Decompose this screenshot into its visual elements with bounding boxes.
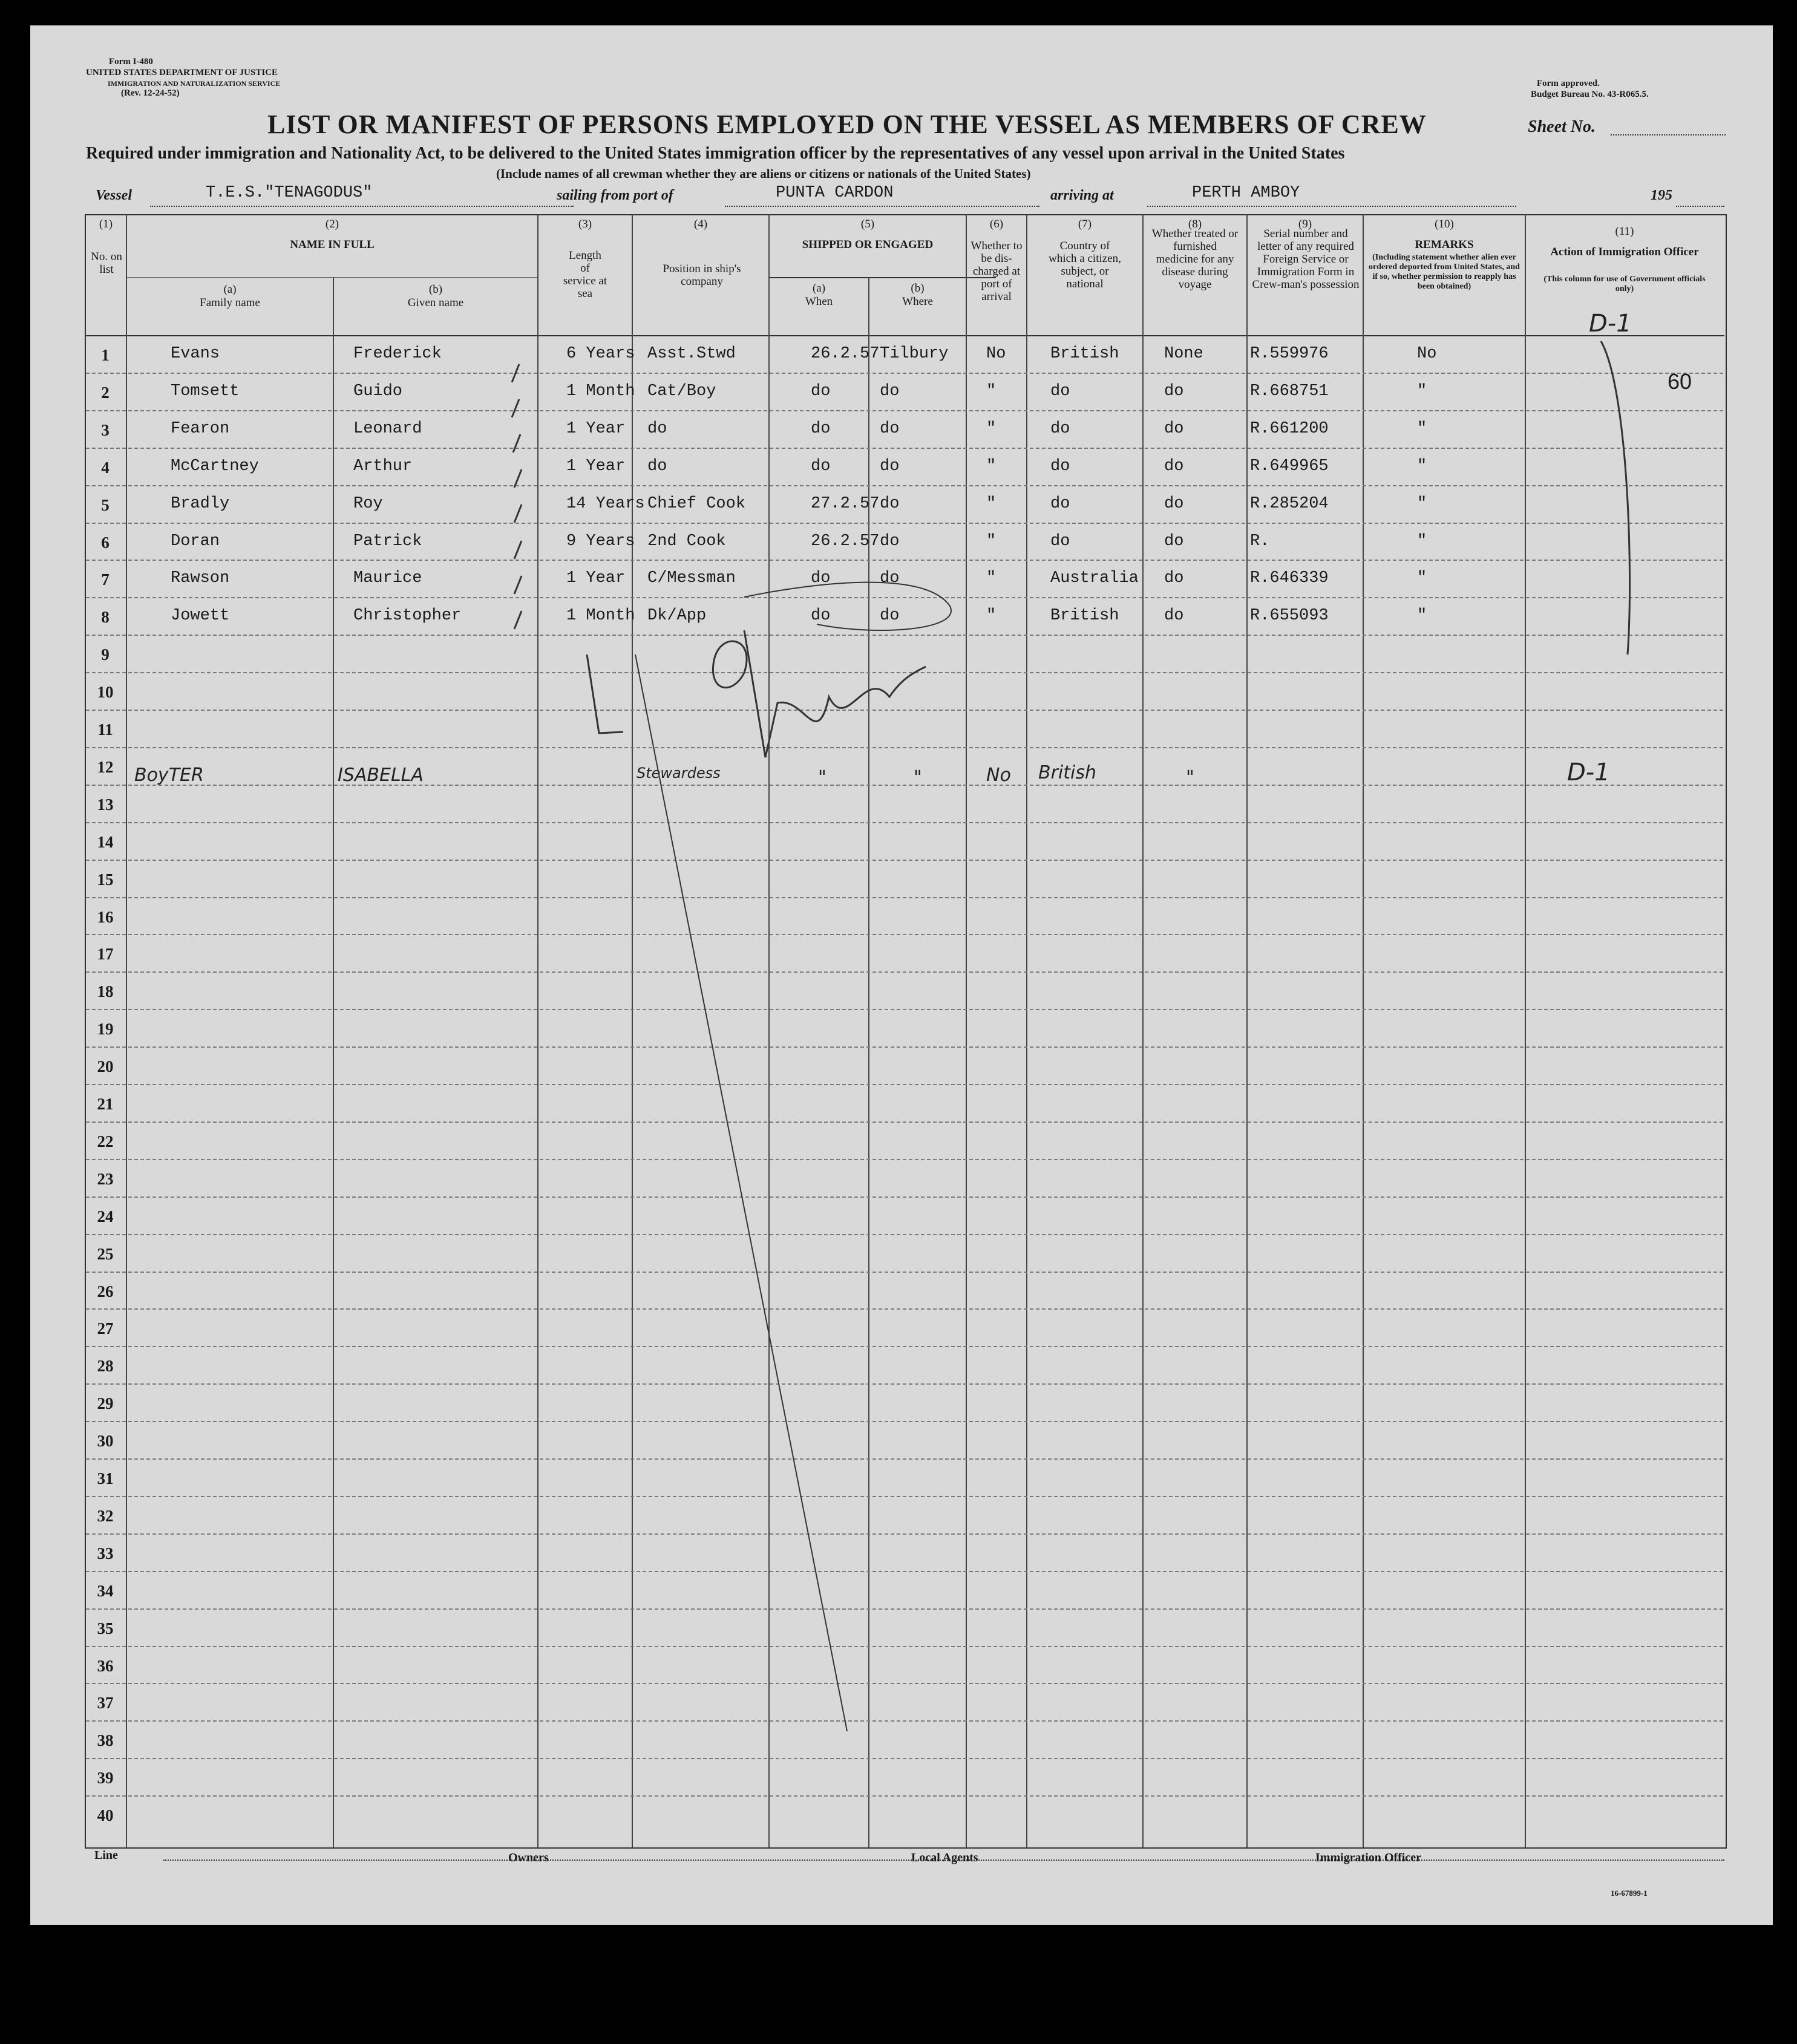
col10-header: REMARKS — [1415, 238, 1474, 251]
position-cell: Asst.Stwd — [647, 345, 736, 363]
signature-loop — [713, 641, 747, 688]
col5-header: SHIPPED OR ENGAGED — [802, 238, 934, 251]
vessel-name: T.E.S."TENAGODUS" — [206, 184, 373, 202]
remarks-cell: " — [1417, 569, 1427, 588]
col6-header: Whether to be dis-charged at port of arrival — [971, 240, 1023, 303]
country-cell: do — [1050, 419, 1070, 438]
family-name-cell: Doran — [171, 532, 220, 550]
service-cell: 9 Years — [566, 532, 635, 550]
row-number: 3 — [101, 420, 110, 439]
row-number: 18 — [97, 982, 114, 1001]
col2-number: (2) — [325, 218, 339, 230]
row-number: 10 — [97, 683, 114, 702]
row-number: 14 — [97, 832, 114, 851]
where-cell: do — [880, 382, 900, 400]
family-name-cell: McCartney — [171, 457, 259, 475]
given-name-cell: Maurice — [353, 569, 422, 588]
col4-number: (4) — [693, 218, 708, 230]
col7-number: (7) — [1078, 218, 1092, 230]
form-subtitle: Required under immigration and Nationality Act, to be delivered to the United States immigration officer by the representatives of any vessel upon arrival in the United States — [86, 144, 1345, 163]
row-number: 4 — [101, 458, 110, 477]
serial-cell: R.655093 — [1250, 607, 1329, 625]
given-name-cell: Roy — [353, 494, 383, 513]
row-number: 15 — [97, 870, 114, 889]
when-cell: do — [811, 382, 831, 400]
medicine-cell: do — [1164, 532, 1184, 550]
serial-cell: R.668751 — [1250, 382, 1329, 400]
given-name-cell: Christopher — [353, 607, 462, 625]
col8-header: Whether treated or furnished medicine for any disease during voyage — [1151, 227, 1239, 291]
row-number: 20 — [97, 1057, 114, 1076]
footer-officer: Immigration Officer — [1315, 1851, 1421, 1864]
form-title: LIST OR MANIFEST OF PERSONS EMPLOYED ON THE VESSEL AS MEMBERS OF CREW — [267, 109, 1427, 139]
position-cell: do — [647, 457, 667, 475]
family-name-cell: Evans — [171, 345, 220, 363]
row-number: 9 — [101, 645, 110, 664]
pen-marks — [30, 25, 1773, 1925]
col2a-header: Family name — [200, 296, 260, 309]
row-number: 17 — [97, 945, 114, 964]
row-number: 29 — [97, 1394, 114, 1413]
service-cell: 1 Month — [566, 607, 635, 625]
row-number: 16 — [97, 907, 114, 926]
footer-owners: Owners — [508, 1851, 549, 1864]
row12-position: Stewardess — [637, 765, 721, 782]
row-number: 38 — [97, 1731, 114, 1750]
medicine-cell: None — [1164, 345, 1203, 363]
where-cell: do — [880, 457, 900, 475]
where-cell: Tilbury — [880, 345, 949, 363]
col11-number: (11) — [1615, 225, 1634, 238]
row-number: 7 — [101, 570, 110, 589]
remarks-cell: " — [1417, 382, 1427, 400]
year-label: 195 — [1651, 188, 1672, 203]
when-cell: do — [811, 457, 831, 475]
initial-mark — [587, 655, 623, 733]
country-cell: do — [1050, 494, 1070, 513]
row-number: 33 — [97, 1544, 114, 1562]
col9-header: Serial number and letter of any required Foreign Service or Immigration Form in Crew-man's possession — [1252, 227, 1360, 291]
check-marks — [512, 364, 522, 629]
position-cell: Chief Cook — [647, 494, 746, 513]
footer-line-label: Line — [94, 1849, 118, 1862]
country-cell: do — [1050, 457, 1070, 475]
margin-number: 60 — [1668, 369, 1692, 394]
col9-number: (9) — [1298, 218, 1312, 230]
sailing-port: PUNTA CARDON — [776, 184, 894, 202]
row-number: 25 — [97, 1244, 114, 1263]
position-cell: 2nd Cook — [647, 532, 726, 550]
col5-number: (5) — [860, 218, 875, 230]
position-cell: do — [647, 419, 667, 438]
when-cell: do — [811, 607, 831, 625]
serial-cell: R.649965 — [1250, 457, 1329, 475]
remarks-cell: No — [1417, 345, 1437, 363]
arrival-port: PERTH AMBOY — [1192, 184, 1300, 202]
sheet-label: Sheet No. — [1528, 117, 1596, 136]
serial-cell: R.559976 — [1250, 345, 1329, 363]
when-cell: 27.2.57 — [811, 494, 880, 513]
position-cell: Cat/Boy — [647, 382, 716, 400]
col11-header: Action of Immigration Officer — [1550, 246, 1699, 258]
discharge-cell: " — [986, 419, 997, 438]
discharge-cell: " — [986, 494, 997, 513]
position-cell: C/Messman — [647, 569, 736, 588]
where-cell: do — [880, 419, 900, 438]
form-note: (Include names of all crewman whether they are aliens or citizens or nationals of the United States) — [496, 166, 1031, 181]
given-name-cell: Leonard — [353, 419, 422, 438]
vessel-label: Vessel — [96, 188, 132, 203]
family-name-cell: Fearon — [171, 419, 230, 438]
service-cell: 1 Month — [566, 382, 635, 400]
sailing-label: sailing from port of — [557, 188, 673, 203]
family-name-cell: Jowett — [171, 607, 230, 625]
revision-date: (Rev. 12-24-52) — [121, 88, 180, 98]
serial-cell: R.285204 — [1250, 494, 1329, 513]
when-cell: 26.2.57 — [811, 345, 880, 363]
row-number: 11 — [97, 720, 113, 739]
medicine-cell: do — [1164, 494, 1184, 513]
service-cell: 6 Years — [566, 345, 635, 363]
row12-given-name: ISABELLA — [338, 765, 424, 786]
col2-header: NAME IN FULL — [290, 238, 375, 251]
row-number: 22 — [97, 1132, 114, 1151]
signature-scrawl — [744, 630, 926, 757]
row-number: 6 — [101, 533, 110, 552]
row-number: 21 — [97, 1095, 114, 1113]
col10-number: (10) — [1435, 218, 1454, 230]
long-pen-stroke — [635, 655, 847, 1731]
service-cell: 1 Year — [566, 569, 626, 588]
row-number: 32 — [97, 1506, 114, 1525]
discharge-cell: " — [986, 607, 997, 625]
signature-swoosh — [744, 583, 951, 630]
col3-header: Length of service at sea — [563, 249, 607, 300]
remarks-cell: " — [1417, 457, 1427, 475]
row-number: 40 — [97, 1806, 114, 1825]
discharge-cell: " — [986, 569, 997, 588]
row-number: 24 — [97, 1207, 114, 1226]
given-name-cell: Arthur — [353, 457, 413, 475]
remarks-cell: " — [1417, 532, 1427, 550]
row12-country: British — [1038, 762, 1096, 783]
row-number: 28 — [97, 1357, 114, 1376]
row-number: 34 — [97, 1581, 114, 1600]
arriving-label: arriving at — [1050, 188, 1114, 203]
row-number: 30 — [97, 1432, 114, 1451]
col2b-header: Given name — [407, 296, 464, 309]
remarks-cell: " — [1417, 494, 1427, 513]
family-name-cell: Bradly — [171, 494, 230, 513]
serial-cell: R.661200 — [1250, 419, 1329, 438]
col5b-header: Where — [902, 295, 933, 308]
row-number: 39 — [97, 1769, 114, 1788]
form-approval: Form approved. — [1537, 79, 1600, 88]
col3-number: (3) — [578, 218, 592, 230]
row-number: 12 — [97, 757, 114, 776]
col11-note: (This column for use of Government officials only) — [1543, 275, 1706, 293]
col4-header: Position in ship's company — [663, 263, 741, 288]
given-name-cell: Patrick — [353, 532, 422, 550]
discharge-cell: No — [986, 345, 1006, 363]
row-number: 31 — [97, 1469, 114, 1487]
footer-code: 16-67899-1 — [1611, 1889, 1648, 1898]
where-cell: do — [880, 607, 900, 625]
col1-header: No. on list — [91, 250, 122, 276]
col5a-header: When — [805, 295, 833, 308]
col5a-letter: (a) — [812, 282, 826, 295]
row-number: 36 — [97, 1656, 114, 1675]
serial-cell: R.646339 — [1250, 569, 1329, 588]
row-number: 13 — [97, 795, 114, 814]
country-cell: Australia — [1050, 569, 1139, 588]
when-cell: 26.2.57 — [811, 532, 880, 550]
discharge-cell: " — [986, 382, 997, 400]
col1-number: (1) — [99, 218, 113, 230]
row12-action: D-1 — [1567, 759, 1610, 786]
department-name: UNITED STATES DEPARTMENT OF JUSTICE — [86, 68, 278, 77]
form-number: Form I-480 — [109, 57, 153, 67]
given-name-cell: Frederick — [353, 345, 442, 363]
position-cell: Dk/App — [647, 607, 707, 625]
medicine-cell: do — [1164, 419, 1184, 438]
manifest-form — [30, 25, 1773, 1925]
serial-cell: R. — [1250, 532, 1270, 550]
country-cell: do — [1050, 382, 1070, 400]
family-name-cell: Tomsett — [171, 382, 240, 400]
budget-bureau: Budget Bureau No. 43-R065.5. — [1531, 90, 1649, 99]
row-number: 5 — [101, 495, 110, 514]
col2a-letter: (a) — [223, 283, 237, 296]
service-name: IMMIGRATION AND NATURALIZATION SERVICE — [108, 79, 281, 88]
remarks-cell: " — [1417, 419, 1427, 438]
where-cell: do — [880, 569, 900, 588]
row-number: 27 — [97, 1319, 114, 1338]
row-number: 1 — [101, 346, 110, 364]
row-number: 26 — [97, 1282, 114, 1301]
bracket-mark — [1601, 341, 1630, 655]
col5b-letter: (b) — [911, 282, 925, 295]
row-number: 19 — [97, 1020, 114, 1039]
family-name-cell: Rawson — [171, 569, 230, 588]
service-cell: 1 Year — [566, 457, 626, 475]
country-cell: do — [1050, 532, 1070, 550]
medicine-cell: do — [1164, 569, 1184, 588]
remarks-cell: " — [1417, 607, 1427, 625]
discharge-cell: " — [986, 457, 997, 475]
col6-number: (6) — [989, 218, 1004, 230]
row12-where: " — [914, 767, 922, 788]
row12-medicine: " — [1186, 767, 1194, 788]
row12-when: " — [818, 767, 826, 788]
where-cell: do — [880, 494, 900, 513]
row1-action: D-1 — [1589, 310, 1632, 338]
row-number: 37 — [97, 1694, 114, 1713]
country-cell: British — [1050, 607, 1119, 625]
col7-header: Country of which a citizen, subject, or national — [1049, 240, 1121, 290]
row-number: 8 — [101, 608, 110, 627]
footer-agents: Local Agents — [911, 1851, 978, 1864]
service-cell: 1 Year — [566, 419, 626, 438]
row-number: 35 — [97, 1619, 114, 1637]
given-name-cell: Guido — [353, 382, 403, 400]
col10-note: (Including statement whether alien ever ordered deported from United States, and if so, whether permission to reapply has been obtained) — [1369, 253, 1520, 291]
service-cell: 14 Years — [566, 494, 645, 513]
medicine-cell: do — [1164, 382, 1184, 400]
medicine-cell: do — [1164, 457, 1184, 475]
where-cell: do — [880, 532, 900, 550]
col2b-letter: (b) — [428, 283, 443, 296]
medicine-cell: do — [1164, 607, 1184, 625]
when-cell: do — [811, 569, 831, 588]
discharge-cell: " — [986, 532, 997, 550]
col8-number: (8) — [1188, 218, 1202, 230]
country-cell: British — [1050, 345, 1119, 363]
row12-discharge: No — [986, 765, 1011, 786]
row12-family-name: BoyTER — [134, 765, 204, 786]
row-number: 2 — [101, 383, 110, 402]
row-number: 23 — [97, 1169, 114, 1188]
when-cell: do — [811, 419, 831, 438]
